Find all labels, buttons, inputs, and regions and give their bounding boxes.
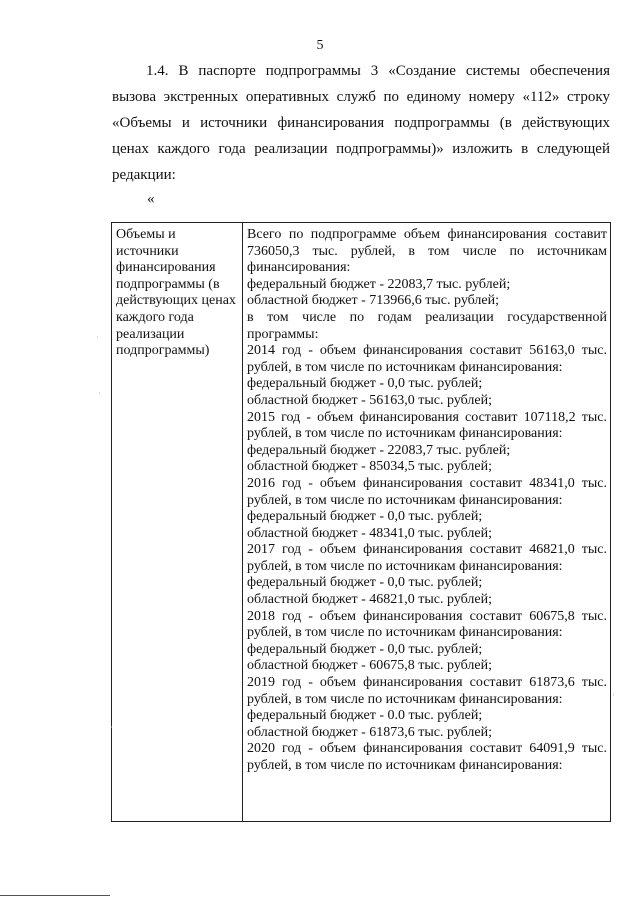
scan-artifact-mark: · <box>96 332 99 342</box>
funding-line: федеральный бюджет - 0,0 тыс. рублей; <box>247 575 483 591</box>
funding-line: областной бюджет - 48341,0 тыс. рублей; <box>247 525 492 541</box>
funding-line: 2017 год - объем финансирования составит 46821,0 тыс. рублей, в том числе по источникам финансирования: <box>247 542 607 574</box>
footnote-rule <box>0 895 110 896</box>
funding-line: федеральный бюджет - 0,0 тыс. рублей; <box>247 641 483 657</box>
table-row <box>112 223 611 822</box>
scan-artifact-mark: · <box>612 690 615 700</box>
funding-line: Всего по подпрограмме объем финансирования составит 736050,3 тыс. рублей, в том числе по источникам финансирования: <box>247 227 607 276</box>
funding-line: 2020 год - объем финансирования составит 64091,9 тыс. рублей, в том числе по источникам финансирования: <box>247 741 607 773</box>
funding-line: 2019 год - объем финансирования составит 61873,6 тыс. рублей, в том числе по источникам финансирования: <box>247 675 607 707</box>
funding-table <box>111 222 611 822</box>
intro-paragraph: 1.4. В паспорте подпрограммы 3 «Создание системы обеспечения вызова экстренных оперативных служб по единому номеру «112» строку «Объемы и источники финансирования подпрограммы (в действующих ценах каждого года реализации подпрограммы)» изложить в следующей редакции: <box>112 63 610 183</box>
funding-line: 2018 год - объем финансирования составит 60675,8 тыс. рублей, в том числе по источникам финансирования: <box>247 608 607 641</box>
funding-line: федеральный бюджет - 0.0 тыс. рублей; <box>247 708 483 724</box>
funding-line: 2015 год - объем финансирования составит 107118,2 тыс. рублей, в том числе по источникам финансирования: <box>247 409 607 442</box>
funding-line: 2016 год - объем финансирования составит 48341,0 тыс. рублей, в том числе по источникам финансирования: <box>247 475 607 508</box>
funding-line: федеральный бюджет - 0,0 тыс. рублей; <box>247 509 483 525</box>
funding-line: в том числе по годам реализации государственной программы: <box>247 309 607 342</box>
funding-line: областной бюджет - 56163,0 тыс. рублей; <box>247 392 492 408</box>
opening-quote-mark: « <box>147 191 155 207</box>
funding-line: областной бюджет - 713966,6 тыс. рублей; <box>247 293 499 309</box>
funding-line: областной бюджет - 60675,8 тыс. рублей; <box>247 658 492 674</box>
funding-line: областной бюджет - 61873,6 тыс. рублей; <box>247 724 492 740</box>
page-number: 5 <box>316 38 324 53</box>
funding-value-cell <box>243 223 611 822</box>
scan-artifact-mark: · <box>98 388 101 398</box>
scan-artifact-mark: · <box>110 722 113 732</box>
funding-label-cell: Объемы и источники финансирования подпрограммы (в действующих ценах каждого года реализации подпрограммы) <box>112 223 243 822</box>
funding-line: федеральный бюджет - 0,0 тыс. рублей; <box>247 376 483 392</box>
funding-line: областной бюджет - 46821,0 тыс. рублей; <box>247 592 492 608</box>
funding-line: 2014 год - объем финансирования составит 56163,0 тыс. рублей, в том числе по источникам финансирования: <box>247 343 607 375</box>
funding-line: областной бюджет - 85034,5 тыс. рублей; <box>247 459 492 475</box>
funding-line: федеральный бюджет - 22083,7 тыс. рублей; <box>247 276 511 292</box>
funding-line: федеральный бюджет - 22083,7 тыс. рублей; <box>247 442 511 458</box>
